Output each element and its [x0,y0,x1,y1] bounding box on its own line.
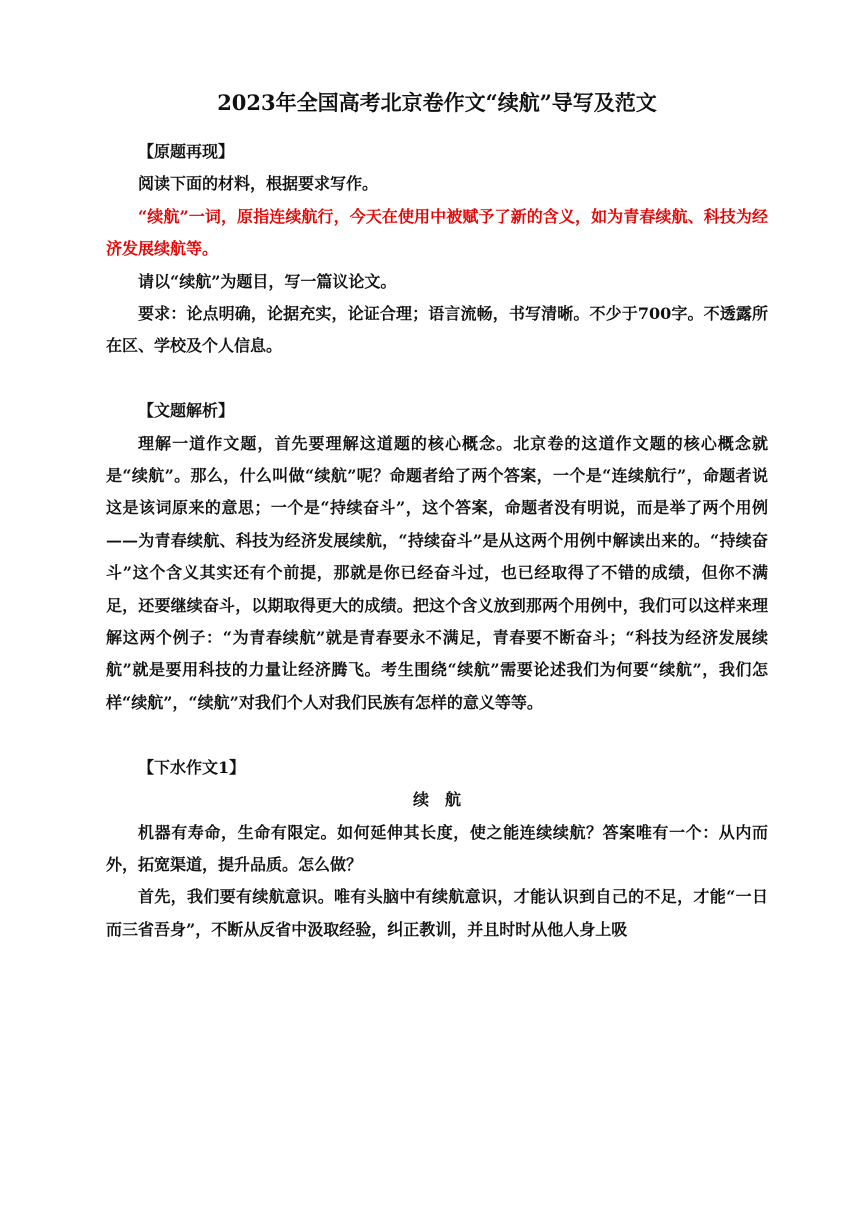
essay-paragraph-2: 首先，我们要有续航意识。唯有头脑中有续航意识，才能认识到自己的不足，才能“一日而三省吾身”，不断从反省中汲取经验，纠正教训，并且时时从他人身上吸 [106,887,768,939]
analysis-paragraph: 理解一道作文题，首先要理解这道题的核心概念。北京卷的这道作文题的核心概念就是“续航”。那么，什么叫做“续航”呢？命题者给了两个答案，一个是“连续航行”，命题者说这是该词原来的意思；一个是“持续奋斗”，这个答案，命题者没有明说，而是举了两个用例——为青春续航、科技为经济发展续航，“持续奋斗”是从这两个用例中解读出来的。“持续奋斗”这个含义其实还有个前提，那就是你已经奋斗过，也已经取得了不错的成绩，但你不满足，还要继续奋斗，以期取得更大的成绩。把这个含义放到那两个用例中，我们可以这样来理解这两个例子：“为青春续航”就是青春要永不满足，青春要不断奋斗；“科技为经济发展续航”就是要用科技的力量让经济腾飞。考生围绕“续航”需要论述我们为何要“续航”，我们怎样“续航”，“续航”对我们个人对我们民族有怎样的意义等等。 [106,433,768,712]
section-heading-analysis: 【文题解析】 [138,401,235,421]
section-heading-essay1: 【下水作文1】 [138,757,246,777]
essay-paragraph-1: 机器有寿命，生命有限定。如何延伸其长度，使之能连续续航？答案唯有一个：从内而外，拓宽渠道，提升品质。怎么做？ [106,822,768,874]
original-requirements: 要求：论点明确，论据充实，论证合理；语言流畅，书写清晰。不少于700字。不透露所在区、学校及个人信息。 [106,304,768,356]
document-body [106,84,768,946]
blank-line [106,719,768,751]
original-task: 请以“续航”为题目，写一篇议论文。 [138,271,397,291]
original-instruction: 阅读下面的材料，根据要求写作。 [138,174,379,194]
document-title: 2023年全国高考北京卷作文“续航”导写及范文 [217,90,657,115]
blank-line [106,363,768,395]
original-material: “续航”一词，原指连续航行，今天在使用中被赋予了新的含义，如为青春续航、科技为经济发展续航等。 [106,206,768,259]
section-heading-original: 【原题再现】 [138,142,235,161]
essay-title: 续 航 [412,790,461,810]
